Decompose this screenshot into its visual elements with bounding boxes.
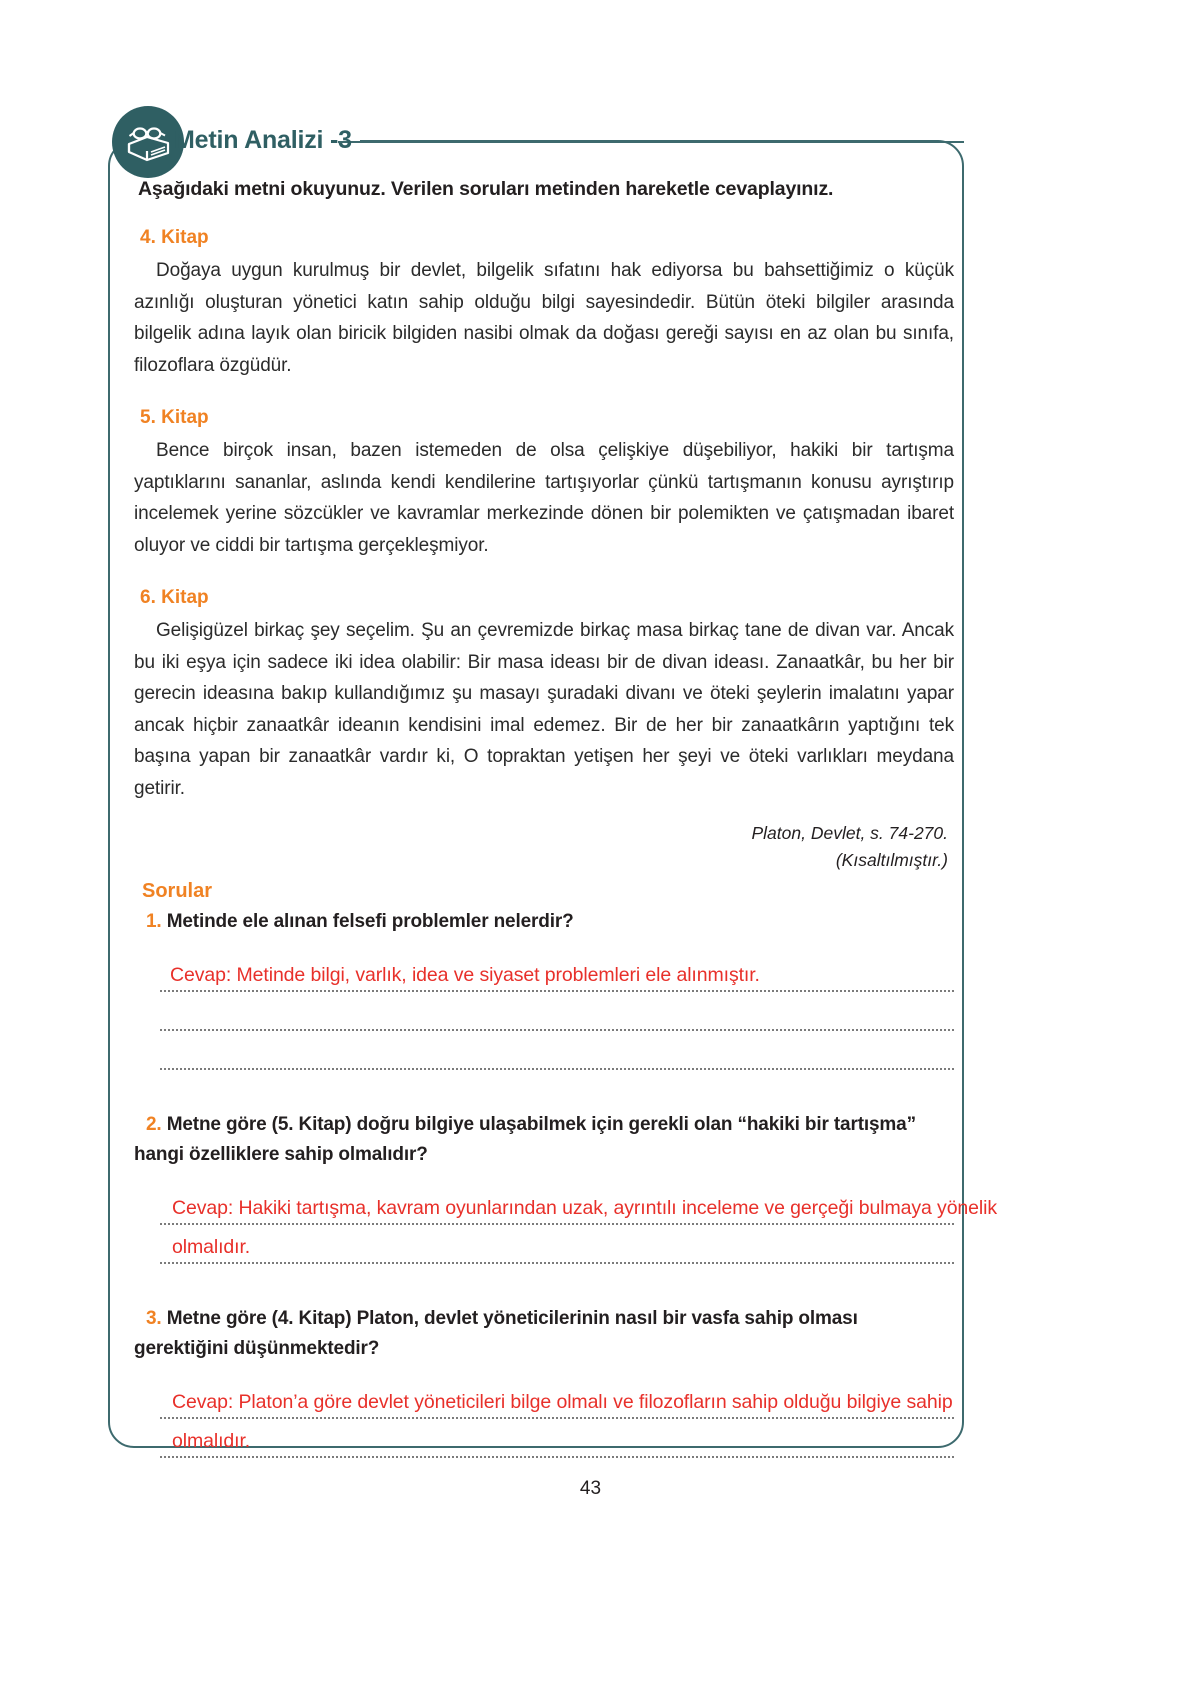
section-label-6: 6. Kitap [140, 587, 209, 608]
answer-text: Cevap: Hakiki tartışma, kavram oyunlarından uzak, ayrıntılı inceleme ve gerçeği bulmaya yönelik [172, 1197, 998, 1219]
question-3-number: 3. [146, 1308, 162, 1329]
question-2-text: Metne göre (5. Kitap) doğru bilgiye ulaşabilmek için gerekli olan “hakiki bir tartışma” hangi özelliklere sahip olmalıdır? [134, 1114, 916, 1165]
page-number: 43 [579, 1478, 602, 1499]
answer-rule [160, 1456, 954, 1458]
question-1-number: 1. [146, 911, 162, 932]
answer-text: olmalıdır. [172, 1430, 251, 1452]
section-header-title: Metin Analizi -3 [174, 126, 352, 154]
attribution-line-2: (Kısaltılmıştır.) [835, 850, 948, 870]
attribution-line-1: Platon, Devlet, s. 74-270. [751, 823, 948, 843]
section-label-5: 5. Kitap [140, 407, 209, 428]
answer-line[interactable] [160, 1031, 954, 1070]
answer-line[interactable] [160, 1380, 954, 1419]
instruction-text: Aşağıdaki metni okuyunuz. Verilen soruları metinden hareketle cevaplayınız. [138, 178, 834, 200]
question-3-text: Metne göre (4. Kitap) Platon, devlet yöneticilerinin nasıl bir vasfa sahip olması gerektiğini düşünmektedir? [134, 1308, 858, 1359]
section-label-4: 4. Kitap [140, 227, 209, 248]
answer-block-2[interactable] [160, 1186, 998, 1264]
answer-text: Cevap: Platon’a göre devlet yöneticileri bilge olmalı ve filozofların sahip olduğu bilgiye sahip [172, 1391, 953, 1413]
question-1-text: Metinde ele alınan felsefi problemler nelerdir? [166, 911, 574, 932]
answer-text: Cevap: Metinde bilgi, varlık, idea ve siyaset problemleri ele alınmıştır. [170, 964, 760, 986]
answer-rule [160, 1262, 954, 1264]
answer-text: olmalıdır. [172, 1236, 251, 1258]
section-paragraph-5: Bence birçok insan, bazen istemeden de olsa çelişkiye düşebiliyor, hakiki bir tartışma yaptıklarını sananlar, aslında kendi kendilerine tartışıyorlar çünkü tartışmanın konusu ayrıştırıp incelemek yerine sözcükler ve kavramlar merkezinde dönen bir polemikten ve çatışmadan ibaret oluyor ve ciddi bir tartışma gerçekleşmiyor. [134, 440, 954, 556]
source-attribution [134, 820, 948, 874]
answer-block-1[interactable] [160, 953, 954, 1070]
question-1 [134, 907, 954, 937]
answer-line[interactable] [160, 953, 954, 992]
section-paragraph-4: Doğaya uygun kurulmuş bir devlet, bilgelik sıfatını hak ediyorsa bu bahsettiğimiz o küçük azınlığı oluşturan yönetici katın sahip olduğu bilgi sayesindedir. Bütün öteki bilgiler arasında bilgelik adına layık olan biricik bilgiden nasibi olmak da doğası gereği sayısı en az olan bu sınıfa, filozoflara özgüdür. [134, 260, 954, 376]
section-paragraph-6: Gelişigüzel birkaç şey seçelim. Şu an çevremizde birkaç masa birkaç tane de divan var. Ancak bu iki eşya için sadece iki idea olabilir: Bir masa ideası bir de divan ideası. Zanaatkâr, bu her bir gerecin ideasına bakıp kullandığımız şu masayı şuradaki divanı ve öteki şeylerin imalatını yapar ancak hiçbir zanaatkâr ideanın kendisini imal edemez. Bir de her bir zanaatkârın yaptığını tek başına yapan bir zanaatkâr vardır ki, O topraktan yetişen her şeyi ve öteki varlıkları meydana getirir. [134, 620, 954, 799]
answer-line[interactable] [160, 1225, 954, 1264]
answer-line[interactable] [160, 992, 954, 1031]
question-2 [134, 1110, 954, 1170]
answer-block-3[interactable] [160, 1380, 954, 1458]
page-content [134, 178, 998, 1458]
answer-line[interactable] [160, 1186, 998, 1225]
answer-line[interactable] [160, 1419, 954, 1458]
header-rule [338, 141, 964, 143]
question-3 [134, 1304, 954, 1364]
question-2-number: 2. [146, 1114, 162, 1135]
answer-rule [160, 1068, 954, 1070]
questions-heading: Sorular [142, 880, 213, 902]
